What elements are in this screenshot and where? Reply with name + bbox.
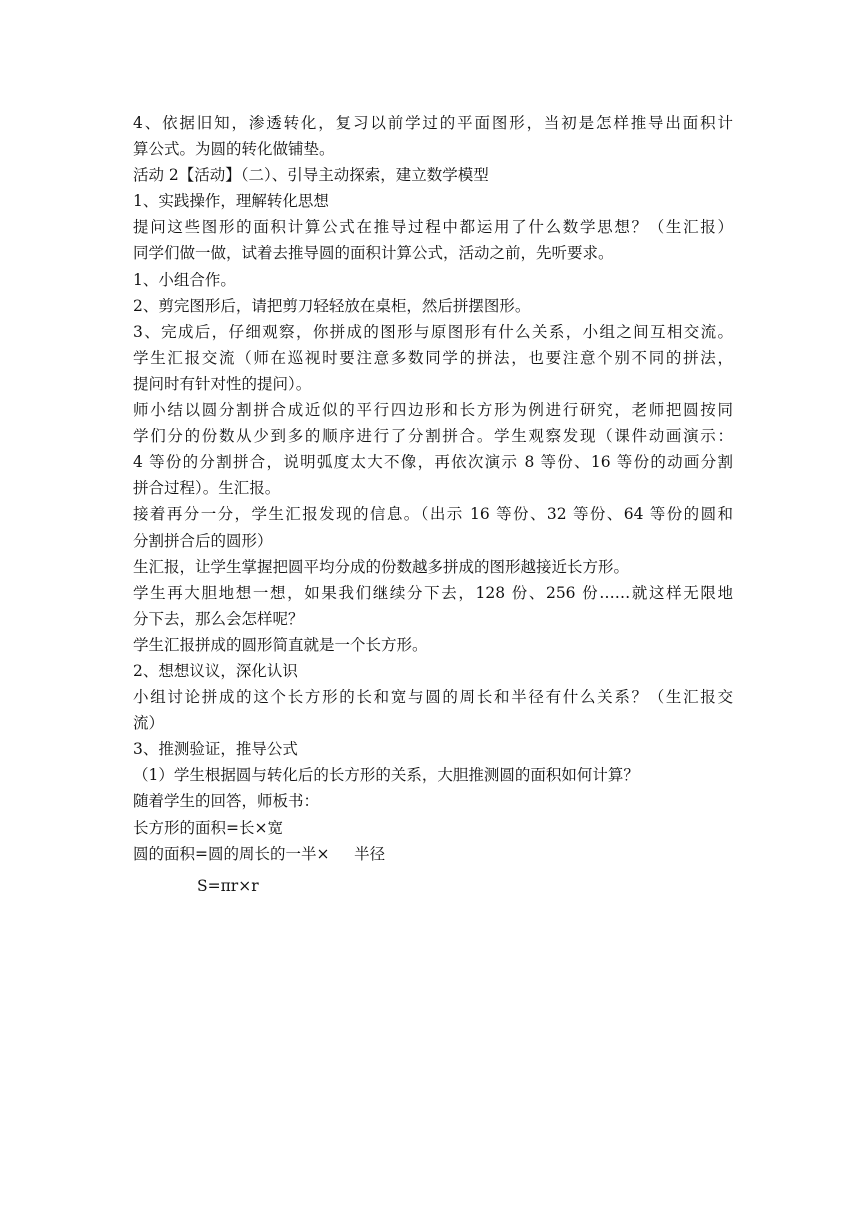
list-item: 1、小组合作。: [133, 270, 236, 289]
paragraph-line: 小组讨论拼成的这个长方形的长和宽与圆的周长和半径有什么关系？（生汇报交: [133, 688, 733, 707]
paragraph-line: 4 等份的分割拼合，说明弧度太大不像，再依次演示 8 等份、16 等份的动画分割: [133, 453, 733, 472]
paragraph-line: 4、依据旧知，渗透转化，复习以前学过的平面图形，当初是怎样推导出面积计: [133, 114, 733, 132]
paragraph-line: 拼合过程）。生汇报。: [133, 479, 281, 498]
formula-line: S=πr×r: [197, 876, 259, 895]
subsection-heading: 1、实践操作，理解转化思想: [133, 192, 329, 211]
paragraph-line: 随着学生的回答，师板书：: [133, 792, 320, 811]
paragraph-line: 生汇报，让学生掌握把圆平均分成的份数越多拼成的图形越接近长方形。: [133, 557, 630, 576]
paragraph-line: 接着再分一分，学生汇报发现的信息。（出示 16 等份、32 等份、64 等份的圆和: [133, 505, 733, 524]
document-body: [133, 110, 733, 899]
paragraph-line: 流）: [133, 714, 165, 733]
subsection-heading: 3、推测验证，推导公式: [133, 740, 298, 759]
list-item: 3、完成后，仔细观察，你拼成的图形与原图形有什么关系，小组之间互相交流。: [133, 322, 733, 341]
paragraph-line: 同学们做一做，试着去推导圆的面积计算公式，活动之前，先听要求。: [133, 244, 614, 263]
paragraph-line: 算公式。为圆的转化做铺垫。: [133, 140, 335, 159]
subsection-heading: 2、想想议议，深化认识: [133, 661, 298, 680]
paragraph-line: 分下去，那么会怎样呢？: [133, 609, 304, 628]
section-heading: 活动 2【活动】（二）、引导主动探索，建立数学模型: [133, 166, 489, 185]
paragraph-line: 师小结以圆分割拼合成近似的平行四边形和长方形为例进行研究，老师把圆按同: [133, 401, 733, 420]
paragraph-line: （1）学生根据圆与转化后的长方形的关系，大胆推测圆的面积如何计算？: [133, 766, 639, 785]
formula-line: 长方形的面积=长×宽: [133, 818, 283, 837]
paragraph-line: 学生再大胆地想一想，如果我们继续分下去，128 份、256 份……就这样无限地: [133, 583, 733, 602]
paragraph-line: 学生汇报拼成的圆形简直就是一个长方形。: [133, 635, 428, 654]
paragraph-line: 分割拼合后的圆形）: [133, 531, 273, 550]
list-item: 2、剪完图形后，请把剪刀轻轻放在桌柜，然后拼摆图形。: [133, 296, 531, 315]
paragraph-line: 学生汇报交流（师在巡视时要注意多数同学的拼法，也要注意个别不同的拼法，: [133, 348, 733, 367]
paragraph-line: 学们分的份数从少到多的顺序进行了分割拼合。学生观察发现（课件动画演示：: [133, 427, 733, 446]
formula-line: 圆的面积=圆的周长的一半× 半径: [133, 844, 386, 863]
paragraph-line: 提问时有针对性的提问）。: [133, 374, 312, 393]
paragraph-line: 提问这些图形的面积计算公式在推导过程中都运用了什么数学思想？（生汇报）: [133, 218, 733, 237]
